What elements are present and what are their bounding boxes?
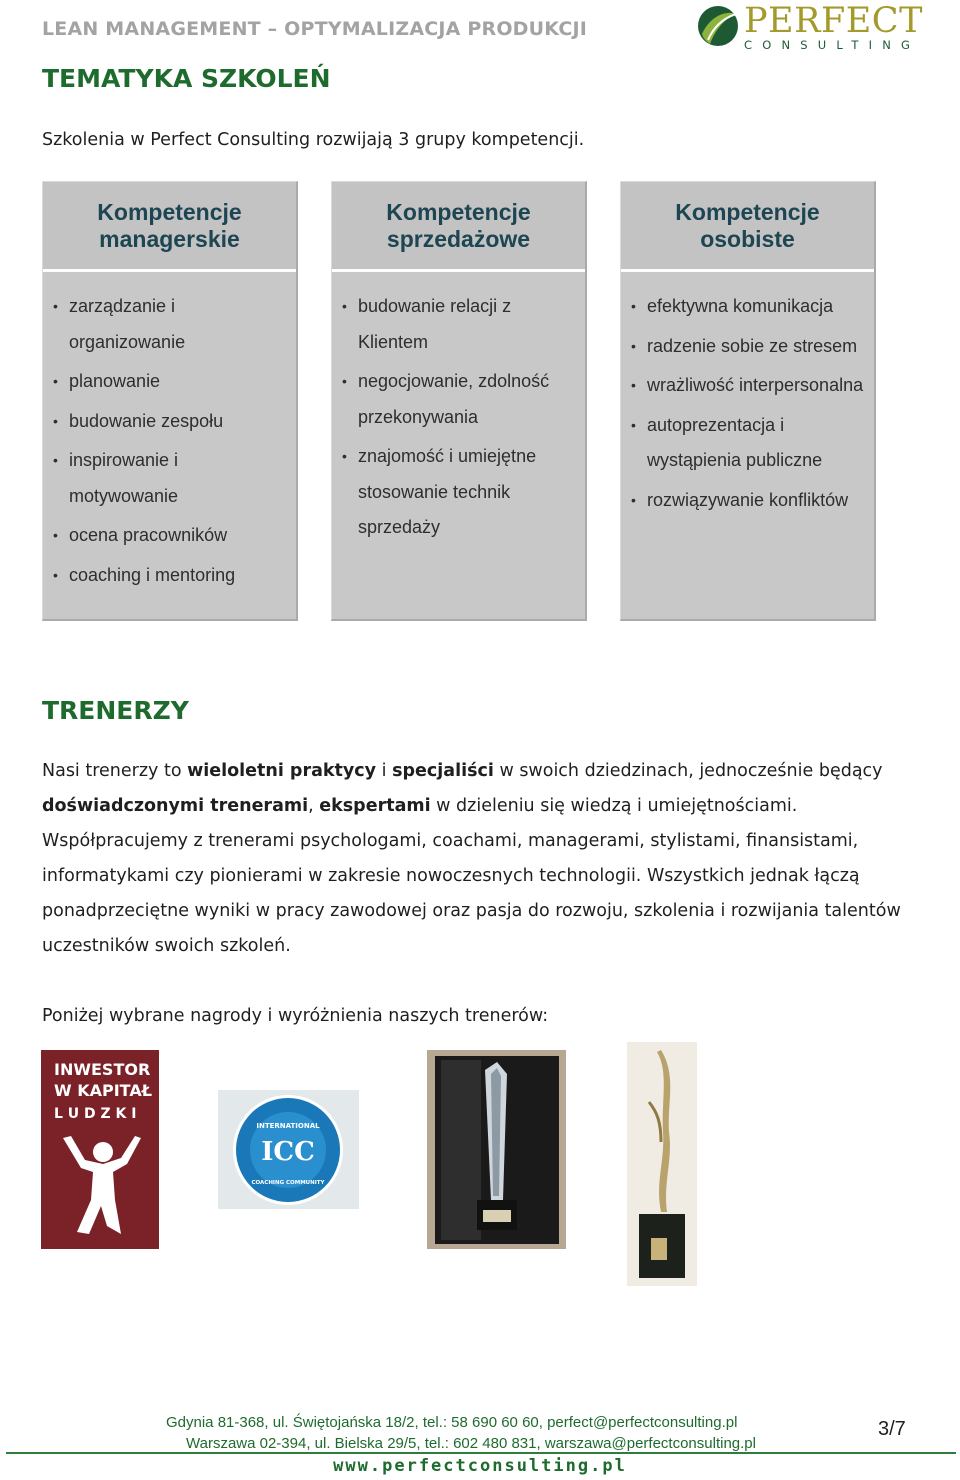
list-item: • negocjowanie, zdolność przekonywania (342, 364, 579, 435)
trainers-p1-line1 (42, 761, 883, 781)
inwestor-line: W KAPITAŁ (54, 1081, 153, 1100)
card-title: Kompetencje managerskie (97, 198, 242, 252)
card-list (631, 289, 868, 522)
card-title: Kompetencje sprzedażowe (386, 198, 531, 252)
awards-intro: Poniżej wybrane nagrody i wyróżnienia naszych trenerów: (42, 1006, 549, 1026)
list-item: • znajomość i umiejętne stosowanie technik sprzedaży (342, 439, 579, 546)
logo-name: PERFECT (744, 1, 923, 41)
list-item: • rozwiązywanie konfliktów (631, 483, 868, 519)
perfect-consulting-logo (696, 1, 923, 54)
list-item: • planowanie (53, 364, 290, 400)
card-list (342, 289, 579, 550)
trainers-p2-line: ponadprzeciętne wyniki w pracy zawodowej oraz pasja do rozwoju, szkolenia i rozwijania talentów (42, 901, 901, 921)
card-title: Kompetencje osobiste (675, 198, 820, 252)
list-item: • inspirowanie i motywowanie (53, 443, 290, 514)
text-span: i (376, 761, 393, 781)
inwestor-line: INWESTOR (54, 1060, 151, 1079)
logo-leaf-icon (696, 4, 740, 48)
bold-span: ekspertami (319, 796, 431, 816)
card-personal (620, 181, 876, 621)
list-item: • budowanie zespołu (53, 404, 290, 440)
golden-statuette-photo (627, 1042, 697, 1286)
bold-span: doświadczonymi trenerami (42, 796, 309, 816)
bold-span: wieloletni praktycy (187, 761, 377, 781)
document-header-title: LEAN MANAGEMENT – OPTYMALIZACJA PRODUKCJI (42, 18, 588, 40)
card-header (621, 182, 874, 272)
logo-subtitle: CONSULTING (744, 38, 921, 52)
icc-bottom-text: COACHING COMMUNITY (251, 1180, 325, 1186)
text-span: w dzieleniu się wiedzą i umiejętnościami. (430, 796, 798, 816)
trainers-p2-line: uczestników swoich szkoleń. (42, 936, 291, 956)
trainers-p2-line: informatykami czy pionierami w zakresie nowoczesnych technologii. Wszystkich jednak łączą (42, 866, 860, 886)
text-span: w swoich dziedzinach, jednocześnie będący (493, 761, 883, 781)
list-item: • autoprezentacja i wystąpienia publiczne (631, 408, 868, 479)
bold-span: specjaliści (392, 761, 494, 781)
card-sales (331, 181, 587, 621)
list-item: • budowanie relacji z Klientem (342, 289, 579, 360)
list-item: • ocena pracowników (53, 518, 290, 554)
inwestor-w-kapital-ludzki-award (41, 1050, 159, 1249)
card-list (53, 289, 290, 597)
crystal-trophy-photo (427, 1050, 566, 1249)
icc-top-text: INTERNATIONAL (256, 1122, 320, 1130)
card-header (332, 182, 585, 272)
footer-warszawa-address: Warszawa 02-394, ul. Bielska 29/5, tel.: 602 480 831, warszawa@perfectconsulting.pl (186, 1435, 756, 1452)
topics-title: TEMATYKA SZKOLEŃ (42, 64, 331, 93)
list-item: • radzenie sobie ze stresem (631, 329, 868, 365)
list-item: • coaching i mentoring (53, 558, 290, 594)
card-managerial (42, 181, 298, 621)
footer-divider (6, 1452, 956, 1454)
trainers-p2-line: Współpracujemy z trenerami psychologami, coachami, managerami, stylistami, finansistami, (42, 831, 859, 851)
icc-award (218, 1090, 359, 1209)
topics-intro: Szkolenia w Perfect Consulting rozwijają 3 grupy kompetencji. (42, 130, 585, 150)
trainers-p1-line2 (42, 796, 797, 816)
footer-gdynia-address: Gdynia 81-368, ul. Świętojańska 18/2, tel.: 58 690 60 60, perfect@perfectconsulting.pl (166, 1414, 738, 1431)
list-item: • efektywna komunikacja (631, 289, 868, 325)
text-span: Nasi trenerzy to (42, 761, 188, 781)
icc-letters: ICC (261, 1137, 315, 1167)
list-item: • zarządzanie i organizowanie (53, 289, 290, 360)
page-number: 3/7 (878, 1418, 906, 1440)
inwestor-line: L U D Z K I (54, 1106, 137, 1122)
text-span: , (308, 796, 320, 816)
footer-website-url: www.perfectconsulting.pl (333, 1456, 627, 1476)
card-header (43, 182, 296, 272)
trainers-title: TRENERZY (42, 696, 189, 725)
list-item: • wrażliwość interpersonalna (631, 368, 868, 404)
competence-cards (42, 181, 876, 621)
